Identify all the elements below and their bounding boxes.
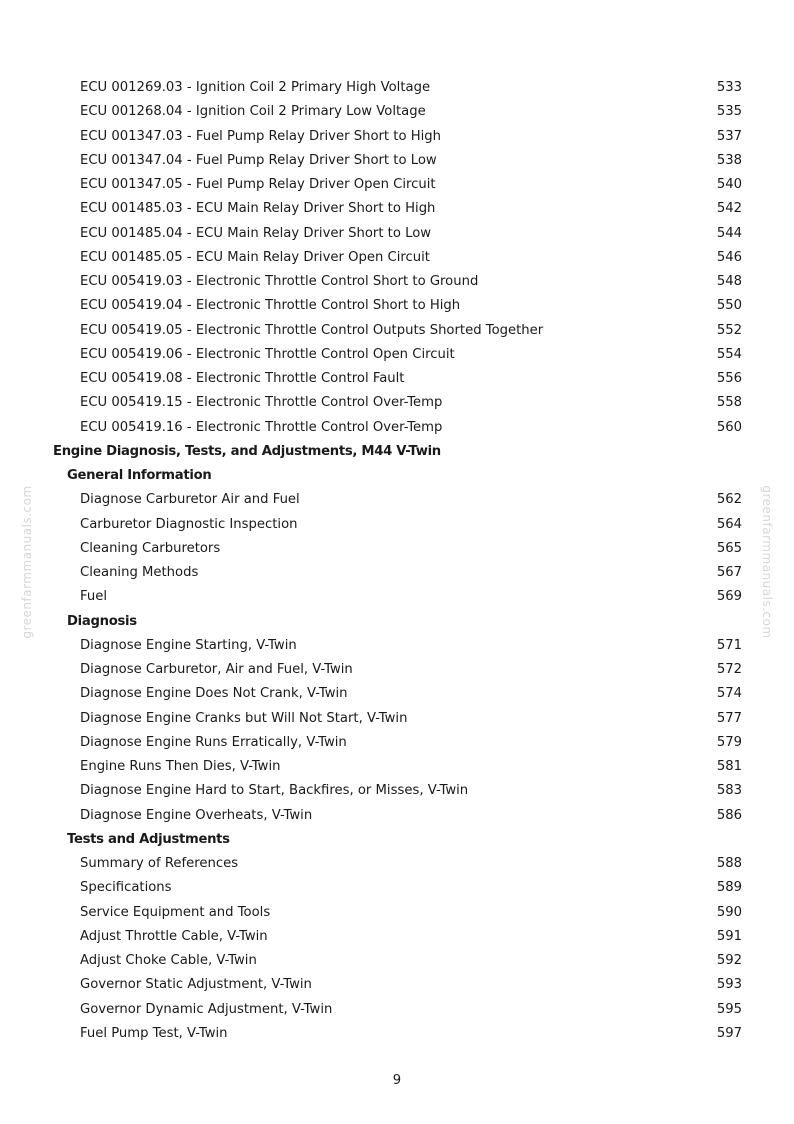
toc-entry-page-number: 565 — [716, 540, 742, 556]
toc-entry[interactable] — [0, 222, 794, 246]
toc-entry-page-number: 569 — [716, 589, 742, 605]
toc-entry[interactable] — [0, 901, 794, 925]
toc-entry[interactable] — [0, 755, 794, 779]
toc-entry-page-number: 562 — [716, 492, 742, 508]
toc-entry-title: ECU 001347.04 - Fuel Pump Relay Driver Short to Low — [80, 152, 437, 168]
toc-entry-page-number: 535 — [716, 104, 742, 120]
toc-entry[interactable] — [0, 416, 794, 440]
toc-entry[interactable] — [0, 488, 794, 512]
toc-entry-page-number: 537 — [716, 128, 742, 144]
toc-entry[interactable] — [0, 246, 794, 270]
toc-entry-page-number: 579 — [716, 734, 742, 750]
toc-entry-page-number: 597 — [716, 1025, 742, 1041]
watermark-left: greenfarmmanuals.com — [20, 485, 34, 639]
toc-entry[interactable] — [0, 537, 794, 561]
toc-entry-page-number: 550 — [716, 298, 742, 314]
toc-entry-title: Engine Diagnosis, Tests, and Adjustments, M44 V-Twin — [53, 443, 441, 459]
toc-entry[interactable] — [0, 270, 794, 294]
toc-entry[interactable] — [0, 925, 794, 949]
toc-entry-page-number: 586 — [716, 807, 742, 823]
toc-entry-title: Cleaning Carburetors — [80, 540, 221, 556]
toc-entry-page-number: 554 — [716, 346, 742, 362]
toc-entry-title: ECU 005419.06 - Electronic Throttle Control Open Circuit — [80, 346, 455, 362]
toc-entry[interactable] — [0, 804, 794, 828]
toc-entry-page-number: 548 — [716, 274, 742, 289]
toc-entry-page-number: 556 — [716, 371, 742, 386]
toc-entry-title: Carburetor Diagnostic Inspection — [80, 516, 298, 532]
toc-entry-page-number: 590 — [716, 904, 742, 920]
toc-entry-page-number: 593 — [716, 977, 742, 993]
toc-entry-page-number: 577 — [716, 710, 742, 726]
table-of-contents — [0, 76, 794, 1046]
toc-entry[interactable] — [0, 707, 794, 731]
toc-entry[interactable] — [0, 682, 794, 706]
toc-entry-title: Adjust Throttle Cable, V-Twin — [80, 928, 268, 944]
toc-entry-title: Service Equipment and Tools — [80, 904, 271, 920]
toc-entry-page-number: 538 — [716, 152, 742, 168]
toc-subsection-heading — [0, 828, 794, 852]
toc-entry[interactable] — [0, 998, 794, 1022]
toc-entry[interactable] — [0, 1022, 794, 1046]
toc-entry[interactable] — [0, 634, 794, 658]
toc-entry-title: Tests and Adjustments — [67, 831, 230, 847]
toc-entry-page-number: 564 — [716, 516, 742, 532]
toc-entry-page-number: 571 — [716, 637, 742, 653]
toc-entry-title: ECU 005419.04 - Electronic Throttle Control Short to High — [80, 298, 461, 314]
toc-entry-title: Diagnose Engine Overheats, V-Twin — [80, 807, 313, 823]
toc-subsection-heading — [0, 464, 794, 488]
toc-entry-title: ECU 005419.08 - Electronic Throttle Control Fault — [80, 371, 405, 386]
toc-entry-title: Summary of References — [80, 856, 239, 871]
toc-entry-page-number: 591 — [716, 928, 742, 944]
toc-entry-title: Diagnose Engine Starting, V-Twin — [80, 637, 297, 653]
toc-entry[interactable] — [0, 658, 794, 682]
toc-entry[interactable] — [0, 294, 794, 318]
toc-entry[interactable] — [0, 197, 794, 221]
toc-entry-title: Fuel — [80, 589, 107, 605]
toc-entry-page-number: 552 — [716, 322, 742, 338]
toc-entry[interactable] — [0, 513, 794, 537]
toc-entry-page-number: 595 — [716, 1001, 742, 1017]
toc-entry-page-number: 589 — [716, 880, 742, 896]
toc-entry-page-number: 544 — [716, 225, 742, 241]
toc-entry-title: General Information — [67, 468, 212, 483]
toc-entry-title: Fuel Pump Test, V-Twin — [80, 1025, 228, 1041]
toc-entry[interactable] — [0, 973, 794, 997]
toc-entry-page-number: 592 — [716, 953, 742, 968]
toc-entry[interactable] — [0, 100, 794, 124]
toc-entry-title: ECU 001268.04 - Ignition Coil 2 Primary Low Voltage — [80, 104, 426, 120]
toc-entry-page-number: 540 — [716, 177, 742, 192]
toc-entry[interactable] — [0, 367, 794, 391]
toc-entry-page-number: 581 — [716, 759, 742, 774]
toc-entry[interactable] — [0, 319, 794, 343]
toc-entry-page-number: 572 — [716, 662, 742, 677]
toc-entry-title: ECU 001269.03 - Ignition Coil 2 Primary High Voltage — [80, 80, 431, 95]
toc-entry-title: Diagnose Engine Does Not Crank, V-Twin — [80, 686, 348, 702]
watermark-right: greenfarmmanuals.com — [760, 485, 774, 639]
toc-entry-title: Cleaning Methods — [80, 565, 199, 580]
toc-entry-title: ECU 001347.03 - Fuel Pump Relay Driver Short to High — [80, 128, 442, 144]
toc-entry-page-number: 560 — [716, 419, 742, 435]
toc-entry[interactable] — [0, 149, 794, 173]
toc-entry[interactable] — [0, 949, 794, 973]
toc-entry[interactable] — [0, 343, 794, 367]
toc-entry[interactable] — [0, 391, 794, 415]
toc-entry-title: Diagnose Engine Cranks but Will Not Start, V-Twin — [80, 710, 408, 726]
toc-entry-page-number: 583 — [716, 783, 742, 799]
toc-entry[interactable] — [0, 561, 794, 585]
toc-entry-title: Diagnose Engine Runs Erratically, V-Twin — [80, 734, 347, 750]
toc-entry-title: ECU 001485.04 - ECU Main Relay Driver Short to Low — [80, 225, 432, 241]
toc-entry[interactable] — [0, 76, 794, 100]
toc-entry[interactable] — [0, 585, 794, 609]
toc-entry-page-number: 574 — [716, 686, 742, 702]
toc-entry-page-number: 558 — [716, 395, 742, 411]
toc-entry-title: Diagnosis — [67, 613, 137, 629]
toc-entry-page-number: 533 — [716, 80, 742, 95]
toc-entry[interactable] — [0, 779, 794, 803]
toc-entry-title: Governor Static Adjustment, V-Twin — [80, 977, 312, 993]
toc-section-heading — [0, 440, 794, 464]
toc-entry-title: Engine Runs Then Dies, V-Twin — [80, 759, 281, 774]
toc-entry-title: ECU 005419.05 - Electronic Throttle Control Outputs Shorted Together — [80, 322, 544, 338]
toc-entry[interactable] — [0, 852, 794, 876]
toc-entry-title: ECU 001485.03 - ECU Main Relay Driver Short to High — [80, 201, 436, 217]
toc-entry-title: ECU 005419.15 - Electronic Throttle Control Over-Temp — [80, 395, 443, 411]
toc-entry-title: ECU 005419.03 - Electronic Throttle Control Short to Ground — [80, 274, 479, 289]
toc-entry-title: Diagnose Carburetor Air and Fuel — [80, 492, 300, 508]
toc-entry-page-number: 542 — [716, 201, 742, 217]
toc-entry-title: Adjust Choke Cable, V-Twin — [80, 953, 257, 968]
toc-entry-page-number: 546 — [716, 249, 742, 265]
toc-entry-title: Diagnose Engine Hard to Start, Backfires, or Misses, V-Twin — [80, 783, 469, 799]
toc-entry-title: ECU 001347.05 - Fuel Pump Relay Driver Open Circuit — [80, 177, 436, 192]
toc-subsection-heading — [0, 610, 794, 634]
toc-entry-title: ECU 001485.05 - ECU Main Relay Driver Open Circuit — [80, 249, 430, 265]
toc-entry-title: Diagnose Carburetor, Air and Fuel, V-Twin — [80, 662, 353, 677]
toc-entry-title: Specifications — [80, 880, 172, 896]
toc-entry-page-number: 567 — [716, 565, 742, 580]
toc-entry-title: ECU 005419.16 - Electronic Throttle Control Over-Temp — [80, 419, 443, 435]
toc-entry[interactable] — [0, 731, 794, 755]
toc-entry[interactable] — [0, 876, 794, 900]
toc-entry-title: Governor Dynamic Adjustment, V-Twin — [80, 1001, 333, 1017]
toc-entry[interactable] — [0, 173, 794, 197]
page-number: 9 — [392, 1073, 402, 1088]
toc-entry-page-number: 588 — [716, 856, 742, 871]
toc-entry[interactable] — [0, 125, 794, 149]
